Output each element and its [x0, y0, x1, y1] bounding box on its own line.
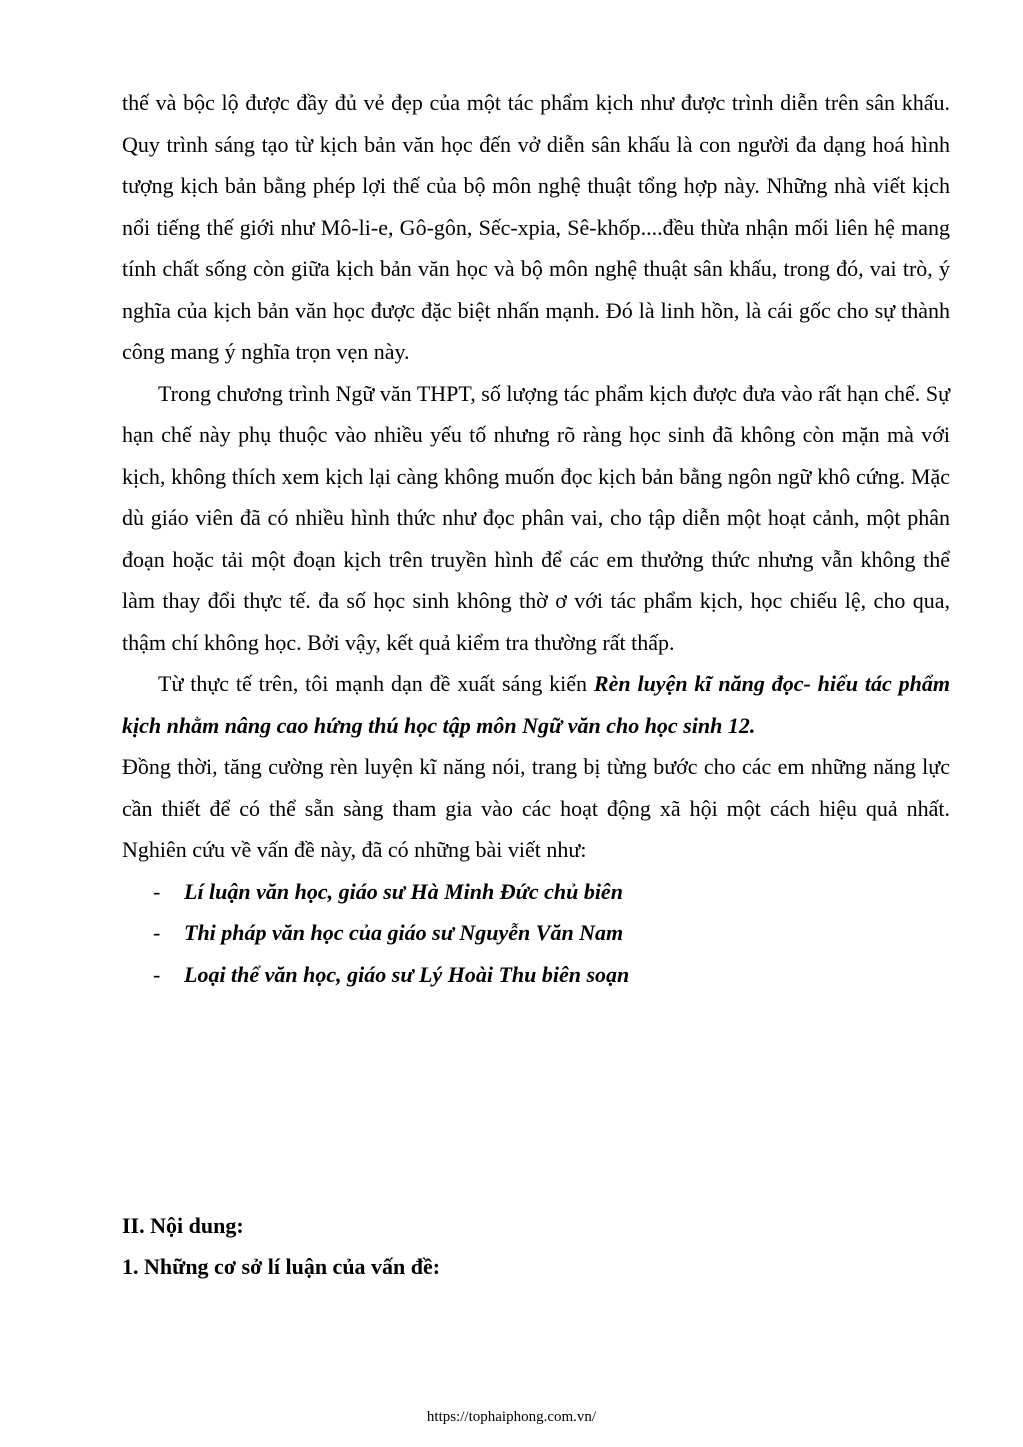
list-item: [122, 871, 950, 913]
initiative-title: Rèn luyện kĩ năng đọc- hiểu tác phẩm kịch nhằm nâng cao hứng thú học tập môn Ngữ văn cho học sinh 12.: [122, 671, 950, 738]
paragraph-drama-stage: thế và bộc lộ được đầy đủ vẻ đẹp của một tác phẩm kịch như được trình diễn trên sân khấu. Quy trình sáng tạo từ kịch bản văn học đến vở diễn sân khấu là con người đa dạng hoá hình tượng kịch bản bằng phép lợi thế của bộ môn nghệ thuật tổng hợp này. Những nhà viết kịch nổi tiếng thế giới như Mô-li-e, Gô-gôn, Sếc-xpia, Sê-khốp....đều thừa nhận mối liên hệ mang tính chất sống còn giữa kịch bản văn học và bộ môn nghệ thuật sân khấu, trong đó, vai trò, ý nghĩa của kịch bản văn học được đặc biệt nhấn mạnh. Đó là linh hồn, là cái gốc cho sự thành công mang ý nghĩa trọn vẹn này.: [122, 90, 950, 364]
document-body: [122, 82, 950, 995]
reference-text: Loại thể văn học, giáo sư Lý Hoài Thu biên soạn: [184, 961, 630, 987]
paragraph-skills: Đồng thời, tăng cường rèn luyện kĩ năng nói, trang bị từng bước cho các em những năng lực cần thiết để có thể sẵn sàng tham gia vào các hoạt động xã hội một cách hiệu quả nhất. Nghiên cứu về vấn đề này, đã có những bài viết như:: [122, 754, 950, 862]
paragraph-initiative: [122, 663, 950, 746]
paragraph-curriculum: Trong chương trình Ngữ văn THPT, số lượng tác phẩm kịch được đưa vào rất hạn chế. Sự hạn chế này phụ thuộc vào nhiều yếu tố nhưng rõ ràng học sinh đã không còn mặn mà với kịch, không thích xem kịch lại càng không muốn đọc kịch bản bằng ngôn ngữ khô cứng. Mặc dù giáo viên đã có nhiều hình thức như đọc phân vai, cho tập diễn một hoạt cảnh, một phân đoạn hoặc tải một đoạn kịch trên truyền hình để các em thưởng thức nhưng vẫn không thể làm thay đổi thực tế. đa số học sinh không thờ ơ với tác phẩm kịch, học chiếu lệ, cho qua, thậm chí không học. Bởi vậy, kết quả kiểm tra thường rất thấp.: [122, 380, 950, 655]
list-item: [122, 954, 950, 996]
reference-list: [122, 871, 950, 996]
reference-text: Thi pháp văn học của giáo sư Nguyễn Văn Nam: [184, 920, 624, 945]
reference-text: Lí luận văn học, giáo sư Hà Minh Đức chủ biên: [184, 878, 623, 904]
list-dash: -: [153, 920, 161, 945]
subsection-heading: 1. Những cơ sở lí luận của vấn đề:: [122, 1254, 441, 1279]
list-dash: -: [153, 961, 161, 987]
list-item: [122, 912, 950, 954]
initiative-intro: Từ thực tế trên, tôi mạnh dạn đề xuất sáng kiến: [158, 671, 594, 696]
list-dash: -: [153, 878, 161, 904]
section-heading: II. Nội dung:: [122, 1213, 244, 1238]
footer-url[interactable]: https://tophaiphong.com.vn/: [426, 1409, 597, 1425]
